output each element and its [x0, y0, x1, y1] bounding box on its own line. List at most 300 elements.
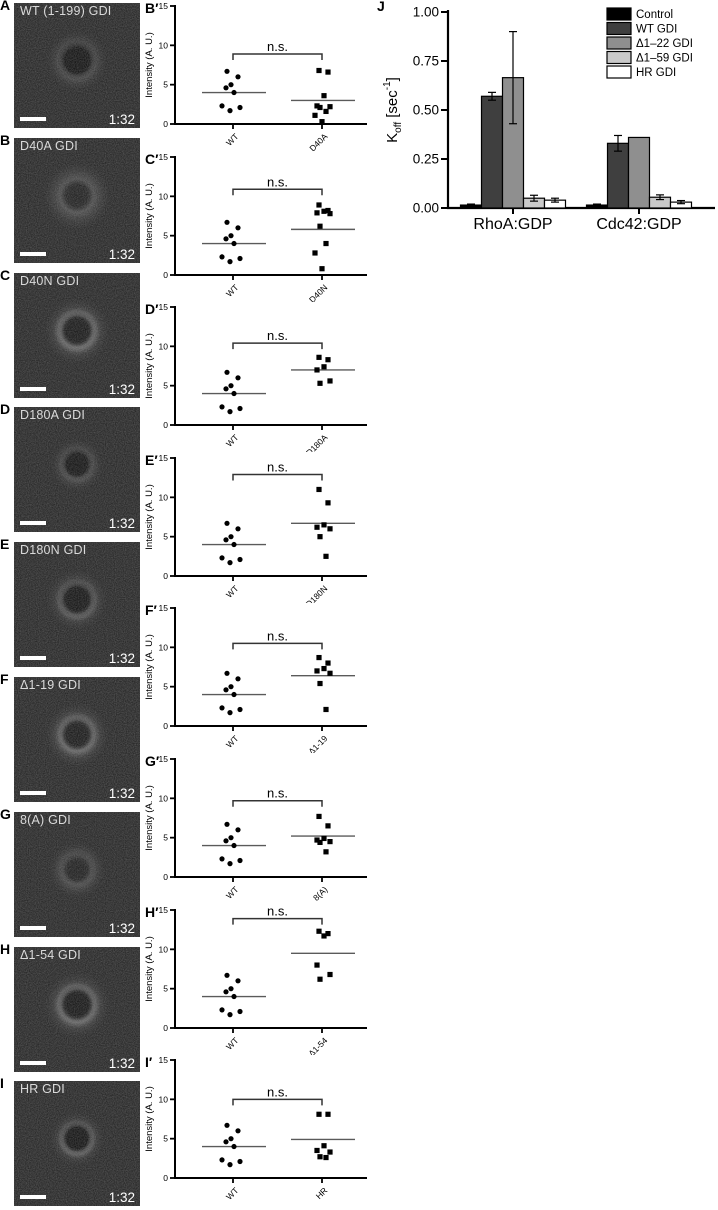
panel-letter: H	[0, 941, 11, 957]
x-tick-label: 8(A)	[310, 884, 330, 903]
category-label: Cdc42:GDP	[596, 216, 682, 233]
scatter-point	[317, 105, 322, 110]
scatter-point	[235, 676, 240, 681]
microscopy-panel-G	[0, 806, 140, 941]
x-tick-label: D40N	[306, 282, 330, 302]
x-tick-label: WT	[223, 583, 241, 600]
x-tick-label: WT	[223, 131, 241, 148]
magnification-label: 1:32	[108, 786, 135, 801]
svg-text:5: 5	[163, 1133, 168, 1144]
panel-letter: F′	[145, 602, 157, 618]
magnification-label: 1:32	[108, 921, 135, 936]
microscopy-image	[14, 677, 140, 802]
scatter-panel-I′	[143, 1055, 380, 1205]
scatter-point	[223, 386, 228, 391]
construct-label: Δ1-19 GDI	[20, 678, 81, 692]
microscopy-image-render	[14, 273, 140, 398]
microscopy-image-render	[14, 3, 140, 128]
scatter-point	[314, 668, 319, 673]
microscopy-image-render	[14, 138, 140, 263]
scatter-panel-D′	[143, 302, 380, 452]
x-tick-label: D180N	[303, 583, 330, 603]
scatter-point	[323, 241, 328, 246]
legend-swatch	[607, 52, 631, 64]
panel-letter: G	[0, 806, 11, 822]
scatter-point	[317, 534, 322, 539]
scatter-point	[219, 555, 224, 560]
svg-text:10: 10	[158, 944, 168, 955]
y-axis-label: Intensity (A. U.)	[144, 785, 155, 851]
svg-text:15: 15	[158, 1, 168, 11]
microscopy-panel-H	[0, 941, 140, 1076]
svg-text:5: 5	[163, 681, 168, 692]
microscopy-panel-A	[0, 0, 140, 132]
panel-letter: B	[0, 132, 11, 148]
svg-text:5: 5	[163, 832, 168, 843]
scatter-point	[323, 109, 328, 114]
construct-label: D180N GDI	[20, 543, 87, 557]
scatter-point	[327, 104, 332, 109]
scatter-point	[227, 259, 232, 264]
scatter-point	[321, 209, 326, 214]
significance-label: n.s.	[267, 1084, 288, 1100]
legend-swatch	[607, 23, 631, 35]
scatter-point	[319, 119, 324, 124]
scatter-point	[321, 1143, 326, 1148]
microscopy-image	[14, 542, 140, 667]
significance-bracket	[233, 475, 322, 481]
scatter-point	[325, 357, 330, 362]
significance-label: n.s.	[267, 785, 288, 801]
y-axis-label: Intensity (A. U.)	[144, 634, 155, 700]
koff-bar-chart	[375, 0, 718, 252]
panel-letter: E′	[145, 452, 158, 468]
x-tick-label: WT	[223, 1035, 241, 1052]
y-axis-label: Intensity (A. U.)	[144, 484, 155, 550]
scatter-point	[237, 1009, 242, 1014]
scatter-point	[224, 521, 229, 526]
svg-text:0.50: 0.50	[412, 102, 439, 118]
microscopy-image	[14, 273, 140, 398]
scatter-point	[219, 856, 224, 861]
svg-text:5: 5	[163, 380, 168, 391]
svg-text:10: 10	[158, 40, 168, 51]
scale-bar	[20, 1061, 46, 1065]
scatter-point	[323, 554, 328, 559]
legend-swatch	[607, 37, 631, 49]
scatter-point	[231, 994, 236, 999]
significance-label: n.s.	[267, 328, 288, 344]
scatter-point	[327, 211, 332, 216]
scatter-point	[327, 839, 332, 844]
svg-text:0: 0	[163, 270, 168, 280]
svg-text:0: 0	[163, 721, 168, 731]
magnification-label: 1:32	[108, 651, 135, 666]
scatter-point	[227, 108, 232, 113]
x-tick-label: WT	[223, 432, 241, 449]
scatter-panel-C′	[143, 152, 380, 302]
scatter-point	[321, 666, 326, 671]
microscopy-image	[14, 138, 140, 263]
scatter-point	[327, 671, 332, 676]
scatter-point	[235, 827, 240, 832]
scatter-plot	[143, 603, 380, 753]
scatter-point	[327, 378, 332, 383]
significance-bracket	[233, 919, 322, 925]
scatter-point	[223, 838, 228, 843]
magnification-label: 1:32	[108, 382, 135, 397]
scatter-point	[227, 861, 232, 866]
y-axis-label: Intensity (A. U.)	[144, 936, 155, 1002]
scatter-point	[323, 707, 328, 712]
scatter-point	[219, 254, 224, 259]
construct-label: Δ1-54 GDI	[20, 948, 81, 962]
microscopy-image	[14, 407, 140, 532]
svg-text:0: 0	[163, 1173, 168, 1183]
scatter-point	[227, 1012, 232, 1017]
significance-bracket	[233, 643, 322, 649]
scatter-point	[316, 68, 321, 73]
scale-bar	[20, 926, 46, 930]
scatter-point	[316, 202, 321, 207]
scatter-point	[223, 687, 228, 692]
microscopy-image	[14, 1081, 140, 1206]
microscopy-image	[14, 3, 140, 128]
panel-letter: D′	[145, 301, 159, 317]
scatter-point	[224, 671, 229, 676]
scatter-point	[316, 929, 321, 934]
scatter-point	[224, 973, 229, 978]
magnification-label: 1:32	[108, 247, 135, 262]
scatter-point	[321, 93, 326, 98]
scatter-plot	[143, 754, 380, 904]
scatter-point	[224, 220, 229, 225]
scatter-point	[231, 542, 236, 547]
svg-text:15: 15	[158, 453, 168, 463]
x-tick-label: WT	[223, 1185, 241, 1202]
scatter-point	[224, 370, 229, 375]
scatter-point	[327, 1149, 332, 1154]
bar-Δ1–22 GDI	[629, 137, 650, 208]
scatter-point	[325, 660, 330, 665]
significance-bracket	[233, 189, 322, 195]
microscopy-panel-E	[0, 536, 140, 671]
scatter-point	[314, 1148, 319, 1153]
scatter-panel-B′	[143, 1, 380, 151]
microscopy-panel-D	[0, 401, 140, 536]
x-tick-label: Δ1-54	[306, 1035, 330, 1055]
y-axis-label: Intensity (A. U.)	[144, 32, 155, 98]
scatter-point	[219, 705, 224, 710]
scatter-point	[327, 972, 332, 977]
scatter-point	[228, 82, 233, 87]
scatter-point	[316, 487, 321, 492]
scatter-point	[323, 849, 328, 854]
legend-label: Δ1–59 GDI	[636, 52, 693, 65]
significance-label: n.s.	[267, 38, 288, 54]
scatter-point	[316, 1112, 321, 1117]
scatter-point	[228, 684, 233, 689]
x-tick-label: WT	[223, 282, 241, 299]
svg-text:10: 10	[158, 1094, 168, 1105]
construct-label: D40A GDI	[20, 139, 78, 153]
microscopy-panel-C	[0, 267, 140, 402]
panel-letter-J: J	[377, 0, 385, 14]
scatter-point	[231, 843, 236, 848]
microscopy-image-render	[14, 542, 140, 667]
svg-text:10: 10	[158, 341, 168, 352]
bar-WT GDI	[608, 143, 629, 208]
category-label: RhoA:GDP	[473, 216, 553, 233]
scatter-point	[317, 840, 322, 845]
panel-letter: F	[0, 671, 9, 687]
x-tick-label: HR	[313, 1185, 330, 1202]
scatter-point	[237, 707, 242, 712]
svg-text:0.75: 0.75	[412, 53, 439, 69]
scatter-point	[227, 1162, 232, 1167]
microscopy-image-render	[14, 947, 140, 1072]
scale-bar	[20, 252, 46, 256]
svg-text:10: 10	[158, 793, 168, 804]
svg-text:5: 5	[163, 230, 168, 241]
scale-bar	[20, 1195, 46, 1199]
legend-swatch	[607, 8, 631, 20]
scatter-point	[237, 406, 242, 411]
scatter-point	[228, 835, 233, 840]
scatter-point	[314, 210, 319, 215]
svg-text:0: 0	[163, 571, 168, 581]
bar-WT GDI	[482, 96, 503, 208]
scatter-plot	[143, 1, 380, 151]
scatter-point	[235, 225, 240, 230]
microscopy-image	[14, 812, 140, 937]
scatter-point	[321, 933, 326, 938]
x-tick-label: Δ1-19	[306, 733, 330, 753]
scatter-point	[231, 241, 236, 246]
scatter-point	[223, 236, 228, 241]
scatter-point	[316, 355, 321, 360]
scatter-point	[231, 692, 236, 697]
svg-text:0: 0	[163, 1023, 168, 1033]
x-tick-label: D40A	[307, 131, 330, 151]
scatter-point	[227, 560, 232, 565]
panel-letter: D	[0, 401, 11, 417]
x-tick-label: WT	[223, 733, 241, 750]
scatter-point	[231, 90, 236, 95]
scatter-point	[314, 367, 319, 372]
scatter-point	[312, 113, 317, 118]
scatter-panel-F′	[143, 603, 380, 753]
svg-text:15: 15	[158, 1055, 168, 1065]
scatter-point	[227, 409, 232, 414]
scatter-point	[237, 256, 242, 261]
panel-letter: E	[0, 536, 10, 552]
magnification-label: 1:32	[108, 112, 135, 127]
scatter-point	[235, 375, 240, 380]
significance-bracket	[233, 54, 322, 60]
scatter-point	[317, 381, 322, 386]
scatter-point	[316, 814, 321, 819]
scatter-point	[314, 525, 319, 530]
scatter-point	[223, 1139, 228, 1144]
construct-label: D40N GDI	[20, 274, 80, 288]
magnification-label: 1:32	[108, 516, 135, 531]
legend-label: HR GDI	[636, 67, 677, 79]
scatter-plot	[143, 152, 380, 302]
y-axis-label: $K_{off}$ $[\sec^{-1}]$	[382, 77, 404, 143]
construct-label: WT (1-199) GDI	[20, 4, 112, 18]
construct-label: D180A GDI	[20, 408, 86, 422]
significance-bracket	[233, 1099, 322, 1105]
scatter-point	[316, 655, 321, 660]
svg-text:0.00: 0.00	[412, 200, 439, 216]
scatter-panel-E′	[143, 453, 380, 603]
scatter-point	[321, 364, 326, 369]
scatter-point	[219, 404, 224, 409]
scale-bar	[20, 791, 46, 795]
scatter-panel-H′	[143, 905, 380, 1055]
svg-text:0: 0	[163, 872, 168, 882]
y-axis-label: Intensity (A. U.)	[144, 333, 155, 399]
microscopy-image-render	[14, 812, 140, 937]
scatter-plot	[143, 453, 380, 603]
significance-label: n.s.	[267, 628, 288, 644]
scatter-point	[325, 69, 330, 74]
svg-text:5: 5	[163, 79, 168, 90]
scale-bar	[20, 387, 46, 391]
svg-text:10: 10	[158, 642, 168, 653]
scatter-point	[231, 391, 236, 396]
y-axis-label: Intensity (A. U.)	[144, 1086, 155, 1152]
scatter-point	[237, 1159, 242, 1164]
scatter-point	[223, 85, 228, 90]
legend-label: Δ1–22 GDI	[636, 38, 693, 50]
scatter-point	[231, 1144, 236, 1149]
scatter-point	[235, 978, 240, 983]
scatter-point	[235, 526, 240, 531]
panel-letter: H′	[145, 904, 159, 920]
x-tick-label: WT	[223, 884, 241, 901]
legend-label: WT GDI	[636, 23, 678, 36]
magnification-label: 1:32	[108, 1056, 135, 1071]
scatter-point	[224, 822, 229, 827]
scatter-plot	[143, 905, 380, 1055]
scatter-point	[223, 989, 228, 994]
scatter-point	[325, 823, 330, 828]
svg-text:5: 5	[163, 983, 168, 994]
scatter-point	[228, 986, 233, 991]
svg-text:1.00: 1.00	[412, 4, 439, 20]
scatter-point	[237, 557, 242, 562]
microscopy-image	[14, 947, 140, 1072]
significance-label: n.s.	[267, 459, 288, 475]
significance-label: n.s.	[267, 174, 288, 190]
significance-bracket	[233, 343, 322, 349]
scatter-point	[314, 962, 319, 967]
scatter-point	[237, 105, 242, 110]
panel-letter: G′	[145, 753, 160, 769]
y-axis-label: Intensity (A. U.)	[144, 183, 155, 249]
scale-bar	[20, 521, 46, 525]
svg-text:15: 15	[158, 754, 168, 764]
scatter-point	[325, 1112, 330, 1117]
panel-letter: I	[0, 1075, 4, 1091]
svg-text:15: 15	[158, 152, 168, 162]
microscopy-image-render	[14, 1081, 140, 1206]
scale-bar	[20, 117, 46, 121]
scatter-point	[235, 74, 240, 79]
svg-text:15: 15	[158, 905, 168, 915]
scatter-point	[317, 224, 322, 229]
scatter-point	[219, 1007, 224, 1012]
microscopy-panel-F	[0, 671, 140, 806]
svg-text:0.25: 0.25	[412, 151, 439, 167]
scatter-point	[228, 233, 233, 238]
microscopy-image-render	[14, 677, 140, 802]
scatter-point	[228, 1136, 233, 1141]
scatter-point	[325, 500, 330, 505]
svg-text:15: 15	[158, 603, 168, 613]
scatter-point	[224, 69, 229, 74]
scatter-plot	[143, 302, 380, 452]
scatter-point	[223, 537, 228, 542]
x-tick-label: D180A	[303, 432, 330, 452]
scatter-point	[317, 681, 322, 686]
scatter-point	[327, 526, 332, 531]
panel-letter: A	[0, 0, 11, 13]
legend-swatch	[607, 66, 631, 78]
panel-letter: I′	[145, 1054, 153, 1070]
scatter-point	[227, 710, 232, 715]
scale-bar	[20, 656, 46, 660]
construct-label: HR GDI	[20, 1082, 65, 1096]
panel-letter: C	[0, 267, 11, 283]
scatter-point	[321, 522, 326, 527]
koff-bar-chart-panel	[375, 0, 718, 252]
svg-text:10: 10	[158, 191, 168, 202]
legend-label: Control	[636, 9, 674, 21]
scatter-point	[235, 1128, 240, 1133]
scatter-point	[224, 1123, 229, 1128]
microscopy-panel-B	[0, 132, 140, 267]
scatter-point	[237, 858, 242, 863]
panel-letter: B′	[145, 0, 159, 16]
svg-text:10: 10	[158, 492, 168, 503]
svg-text:0: 0	[163, 420, 168, 430]
magnification-label: 1:32	[108, 1190, 135, 1205]
scatter-point	[317, 977, 322, 982]
scatter-point	[219, 103, 224, 108]
svg-text:0: 0	[163, 119, 168, 129]
svg-text:5: 5	[163, 531, 168, 542]
scatter-point	[323, 1155, 328, 1160]
microscopy-image-render	[14, 407, 140, 532]
scatter-point	[317, 1154, 322, 1159]
significance-label: n.s.	[267, 905, 288, 919]
scatter-point	[312, 250, 317, 255]
scatter-point	[319, 266, 324, 271]
scatter-panel-G′	[143, 754, 380, 904]
scatter-point	[228, 383, 233, 388]
construct-label: 8(A) GDI	[20, 813, 71, 827]
scatter-plot	[143, 1055, 380, 1205]
scatter-point	[219, 1157, 224, 1162]
microscopy-panel-I	[0, 1075, 140, 1210]
svg-text:15: 15	[158, 302, 168, 312]
significance-bracket	[233, 801, 322, 807]
panel-letter: C′	[145, 151, 159, 167]
scatter-point	[228, 534, 233, 539]
